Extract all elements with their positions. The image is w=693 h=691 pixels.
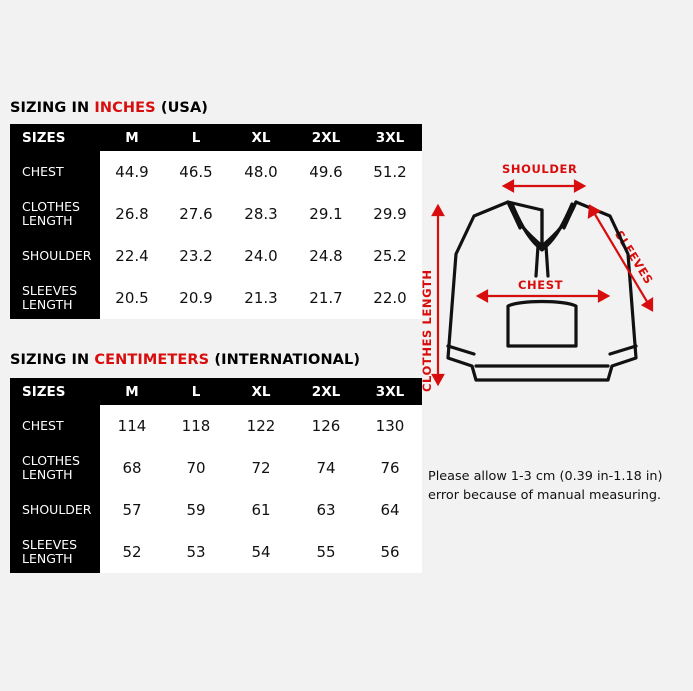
- cm-title-accent: CENTIMETERS: [94, 352, 210, 368]
- cell-sleeves-length-l: 20.9: [164, 277, 228, 319]
- cell-shoulder-xl: 24.0: [228, 235, 294, 277]
- cell-chest-3xl: 130: [358, 405, 422, 447]
- column-header-m: M: [100, 124, 164, 151]
- cell-sleeves-length-3xl: 56: [358, 531, 422, 573]
- row-label-line: CLOTHES: [22, 198, 80, 214]
- row-label-sleeves-length: [10, 531, 100, 573]
- cell-sleeves-length-2xl: 55: [294, 531, 358, 573]
- cell-clothes-length-l: 70: [164, 447, 228, 489]
- inches-title-accent: INCHES: [94, 100, 156, 116]
- row-label-clothes-length: [10, 447, 100, 489]
- centimeters-size-table: [10, 378, 422, 573]
- cell-chest-2xl: 49.6: [294, 151, 358, 193]
- column-header-3xl: 3XL: [358, 378, 422, 405]
- chest-label: CHEST: [518, 278, 564, 292]
- cell-sleeves-length-3xl: 22.0: [358, 277, 422, 319]
- column-header-xl: XL: [228, 378, 294, 405]
- clothes-length-arrow-head-top: [433, 206, 443, 215]
- centimeters-section-title: [10, 352, 360, 368]
- row-label-line: CHEST: [22, 163, 64, 179]
- cm-title-pre: SIZING IN: [10, 352, 95, 368]
- cell-chest-l: 118: [164, 405, 228, 447]
- cell-shoulder-m: 22.4: [100, 235, 164, 277]
- table-row: [10, 405, 422, 447]
- cell-sleeves-length-m: 52: [100, 531, 164, 573]
- row-label-line: LENGTH: [22, 213, 73, 228]
- cell-chest-xl: 48.0: [228, 151, 294, 193]
- row-label-line: LENGTH: [22, 467, 73, 482]
- shoulder-label: SHOULDER: [502, 162, 578, 176]
- hoodie-body-outline: [448, 202, 636, 380]
- cell-chest-l: 46.5: [164, 151, 228, 193]
- cell-sleeves-length-m: 20.5: [100, 277, 164, 319]
- row-label-line: SLEEVES: [22, 536, 78, 552]
- cell-clothes-length-3xl: 29.9: [358, 193, 422, 235]
- table-header-row: [10, 124, 422, 151]
- row-label-shoulder: [10, 489, 100, 531]
- row-label-clothes-length: [10, 193, 100, 235]
- sleeves-arrow-head-top: [589, 206, 599, 217]
- inches-section-title: [10, 100, 208, 116]
- cell-chest-xl: 122: [228, 405, 294, 447]
- cell-clothes-length-m: 68: [100, 447, 164, 489]
- row-label-line: CLOTHES: [22, 452, 80, 468]
- row-label-line: SHOULDER: [22, 247, 92, 263]
- column-header-sizes: SIZES: [10, 124, 100, 151]
- row-label-shoulder: [10, 235, 100, 277]
- clothes-length-label: CLOTHES LENGTH: [420, 269, 434, 392]
- column-header-l: L: [164, 378, 228, 405]
- column-header-m: M: [100, 378, 164, 405]
- cell-sleeves-length-2xl: 21.7: [294, 277, 358, 319]
- cell-sleeves-length-xl: 54: [228, 531, 294, 573]
- cell-clothes-length-2xl: 74: [294, 447, 358, 489]
- inches-title-pre: SIZING IN: [10, 100, 95, 116]
- cell-shoulder-xl: 61: [228, 489, 294, 531]
- cell-clothes-length-m: 26.8: [100, 193, 164, 235]
- row-label-line: LENGTH: [22, 551, 73, 566]
- cell-chest-m: 44.9: [100, 151, 164, 193]
- table-header-row: [10, 378, 422, 405]
- hoodie-outline-svg: [412, 150, 684, 410]
- cell-shoulder-l: 23.2: [164, 235, 228, 277]
- chest-arrow-head-left: [478, 291, 487, 301]
- sleeves-label: SLEEVES: [612, 228, 657, 287]
- cell-clothes-length-xl: 72: [228, 447, 294, 489]
- column-header-xl: XL: [228, 124, 294, 151]
- cell-shoulder-3xl: 64: [358, 489, 422, 531]
- cell-sleeves-length-l: 53: [164, 531, 228, 573]
- column-header-l: L: [164, 124, 228, 151]
- chest-arrow-head-right: [599, 291, 608, 301]
- cell-chest-m: 114: [100, 405, 164, 447]
- cell-chest-2xl: 126: [294, 405, 358, 447]
- cell-shoulder-3xl: 25.2: [358, 235, 422, 277]
- cell-chest-3xl: 51.2: [358, 151, 422, 193]
- clothes-length-arrow-head-bottom: [433, 375, 443, 384]
- hoodie-measurement-diagram: [412, 150, 684, 410]
- table-row: [10, 235, 422, 277]
- column-header-3xl: 3XL: [358, 124, 422, 151]
- cell-clothes-length-xl: 28.3: [228, 193, 294, 235]
- table-row: [10, 193, 422, 235]
- cell-shoulder-2xl: 24.8: [294, 235, 358, 277]
- table-row: [10, 489, 422, 531]
- row-label-line: LENGTH: [22, 297, 73, 312]
- row-label-chest: [10, 405, 100, 447]
- row-label-sleeves-length: [10, 277, 100, 319]
- inches-size-table: [10, 124, 422, 319]
- cell-clothes-length-l: 27.6: [164, 193, 228, 235]
- row-label-line: SHOULDER: [22, 501, 92, 517]
- table-row: [10, 151, 422, 193]
- column-header-2xl: 2XL: [294, 378, 358, 405]
- cell-shoulder-m: 57: [100, 489, 164, 531]
- cell-clothes-length-2xl: 29.1: [294, 193, 358, 235]
- table-row: [10, 277, 422, 319]
- row-label-chest: [10, 151, 100, 193]
- table-row: [10, 531, 422, 573]
- table-row: [10, 447, 422, 489]
- row-label-line: SLEEVES: [22, 282, 78, 298]
- row-label-line: CHEST: [22, 417, 64, 433]
- cell-shoulder-l: 59: [164, 489, 228, 531]
- cell-sleeves-length-xl: 21.3: [228, 277, 294, 319]
- cell-shoulder-2xl: 63: [294, 489, 358, 531]
- shoulder-arrow-head-left: [504, 181, 513, 191]
- cell-clothes-length-3xl: 76: [358, 447, 422, 489]
- measurement-note: Please allow 1-3 cm (0.39 in-1.18 in) error because of manual measuring.: [428, 469, 663, 503]
- inches-title-post: (USA): [155, 100, 209, 116]
- shoulder-arrow-head-right: [575, 181, 584, 191]
- column-header-sizes: SIZES: [10, 378, 100, 405]
- cm-title-post: (INTERNATIONAL): [209, 352, 361, 368]
- column-header-2xl: 2XL: [294, 124, 358, 151]
